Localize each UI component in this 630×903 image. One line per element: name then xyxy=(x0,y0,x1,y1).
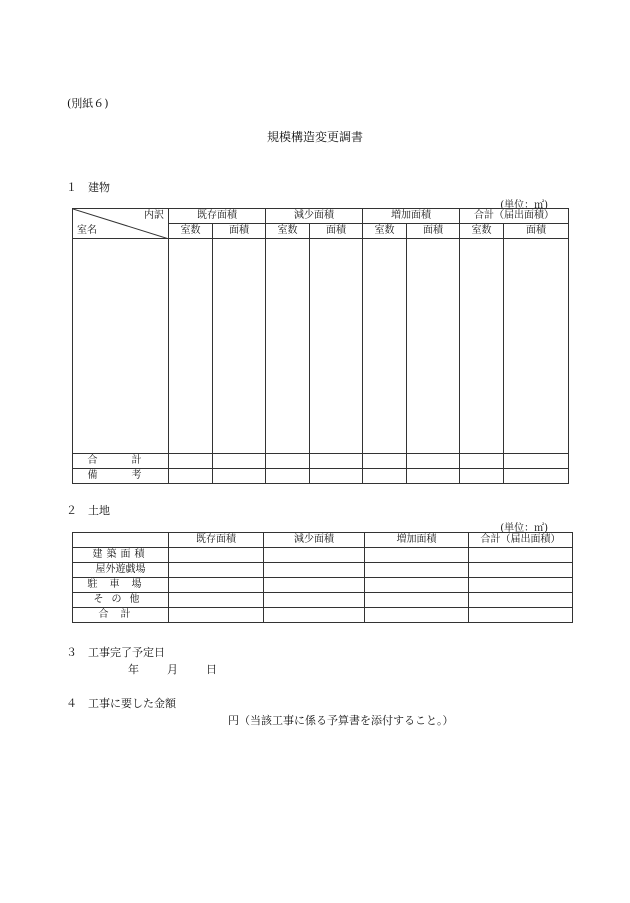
section1-unit: (単位：㎡) xyxy=(500,200,548,211)
data-cell[interactable] xyxy=(363,469,407,484)
data-cell[interactable] xyxy=(266,454,310,469)
data-cell[interactable] xyxy=(266,239,310,454)
sub-room-count: 室数 xyxy=(169,224,213,239)
data-cell[interactable] xyxy=(460,469,504,484)
col-decreased-area: 減少面積 xyxy=(266,209,363,224)
corner-label-room-name: 室名 xyxy=(77,225,97,236)
sub-area: 面積 xyxy=(504,224,569,239)
data-cell[interactable] xyxy=(365,578,469,593)
data-cell[interactable] xyxy=(365,608,469,623)
data-cell[interactable] xyxy=(310,239,363,454)
data-cell[interactable] xyxy=(264,563,365,578)
data-cell[interactable] xyxy=(266,469,310,484)
room-name-cell[interactable] xyxy=(73,239,169,454)
col-increased-area: 増加面積 xyxy=(363,209,460,224)
data-cell[interactable] xyxy=(460,454,504,469)
form-tag: (別紙６) xyxy=(67,97,109,110)
month-label: 月 xyxy=(167,663,178,676)
col-total-area: 合計（届出面積） xyxy=(460,209,569,224)
section4-heading: ４ 工事に要した金額 xyxy=(66,697,176,710)
data-cell[interactable] xyxy=(504,469,569,484)
page-title: 規模構造変更調書 xyxy=(266,130,363,144)
sub-area: 面積 xyxy=(407,224,460,239)
data-cell[interactable] xyxy=(169,454,213,469)
data-cell[interactable] xyxy=(264,593,365,608)
sub-area: 面積 xyxy=(213,224,266,239)
corner-cell xyxy=(73,209,169,239)
col-total-area: 合計（届出面積） xyxy=(469,533,573,548)
year-label: 年 xyxy=(128,663,139,676)
data-cell[interactable] xyxy=(407,469,460,484)
section3-heading: ３ 工事完了予定日 xyxy=(66,646,165,659)
data-cell[interactable] xyxy=(169,469,213,484)
data-cell[interactable] xyxy=(504,239,569,454)
land-header-blank xyxy=(73,533,169,548)
col-decreased-area: 減少面積 xyxy=(264,533,365,548)
data-cell[interactable] xyxy=(407,454,460,469)
data-cell[interactable] xyxy=(365,593,469,608)
data-cell[interactable] xyxy=(169,239,213,454)
building-table xyxy=(72,208,569,484)
data-cell[interactable] xyxy=(169,608,264,623)
data-cell[interactable] xyxy=(363,239,407,454)
data-cell[interactable] xyxy=(469,608,573,623)
data-cell[interactable] xyxy=(169,563,264,578)
data-cell[interactable] xyxy=(469,548,573,563)
data-cell[interactable] xyxy=(363,454,407,469)
data-cell[interactable] xyxy=(469,563,573,578)
row-outdoor-playground: 屋外遊戯場 xyxy=(73,563,169,578)
data-cell[interactable] xyxy=(169,578,264,593)
data-cell[interactable] xyxy=(365,563,469,578)
data-cell[interactable] xyxy=(365,548,469,563)
data-cell[interactable] xyxy=(264,608,365,623)
data-cell[interactable] xyxy=(469,578,573,593)
data-cell[interactable] xyxy=(213,469,266,484)
land-table xyxy=(72,532,573,623)
corner-label-breakdown: 内訳 xyxy=(144,210,164,221)
data-cell[interactable] xyxy=(504,454,569,469)
cost-note: 円（当該工事に係る予算書を添付すること。） xyxy=(228,714,454,727)
data-cell[interactable] xyxy=(213,454,266,469)
row-total-label: 合 計 xyxy=(73,454,169,469)
data-cell[interactable] xyxy=(169,593,264,608)
col-existing-area: 既存面積 xyxy=(169,533,264,548)
data-cell[interactable] xyxy=(407,239,460,454)
row-notes-label: 備 考 xyxy=(73,469,169,484)
sub-room-count: 室数 xyxy=(266,224,310,239)
data-cell[interactable] xyxy=(169,548,264,563)
completion-date[interactable] xyxy=(128,661,217,677)
data-cell[interactable] xyxy=(469,593,573,608)
row-building-area: 建築面積 xyxy=(73,548,169,563)
section2-heading: ２ 土地 xyxy=(66,504,110,517)
section1-heading: １ 建物 xyxy=(66,181,110,194)
sub-room-count: 室数 xyxy=(460,224,504,239)
sub-area: 面積 xyxy=(310,224,363,239)
col-existing-area: 既存面積 xyxy=(169,209,266,224)
data-cell[interactable] xyxy=(310,469,363,484)
data-cell[interactable] xyxy=(460,239,504,454)
col-increased-area: 増加面積 xyxy=(365,533,469,548)
sub-room-count: 室数 xyxy=(363,224,407,239)
data-cell[interactable] xyxy=(264,548,365,563)
day-label: 日 xyxy=(206,663,217,676)
data-cell[interactable] xyxy=(310,454,363,469)
data-cell[interactable] xyxy=(213,239,266,454)
data-cell[interactable] xyxy=(264,578,365,593)
section2-unit: (単位：㎡) xyxy=(500,523,548,534)
row-total: 合計 xyxy=(73,608,169,623)
row-parking: 駐車場 xyxy=(73,578,169,593)
row-other: その他 xyxy=(73,593,169,608)
